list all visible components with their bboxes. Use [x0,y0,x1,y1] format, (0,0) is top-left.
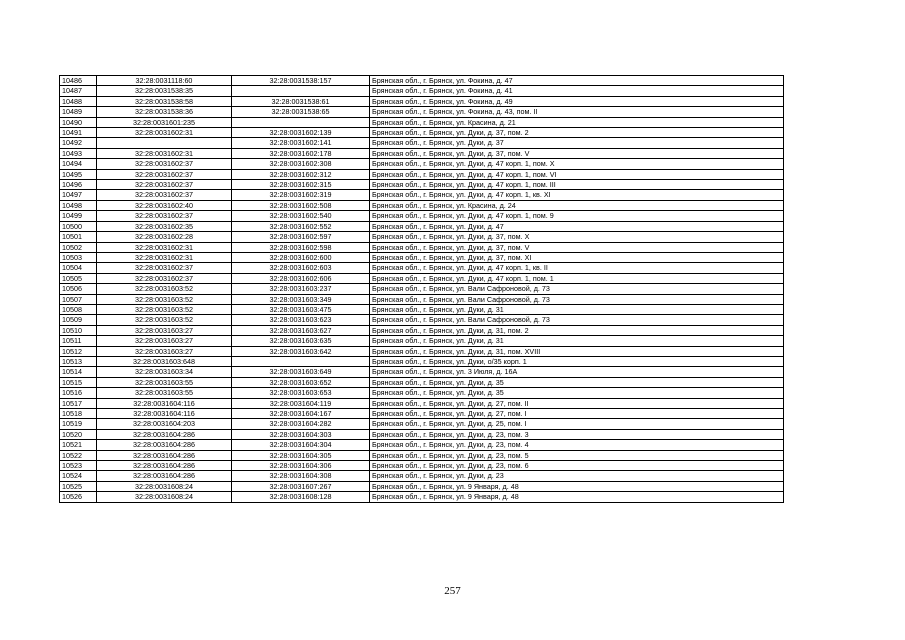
address-cell: Брянская обл., г. Брянск, ул. Дуки, д. 37 [370,138,784,148]
object-number-cell: 32:28:0031602:603 [232,263,370,273]
row-number-cell: 10513 [60,356,97,366]
address-cell: Брянская обл., г. Брянск, ул. Дуки, д. 31 [370,304,784,314]
address-cell: Брянская обл., г. Брянск, ул. Дуки, д. 23, пом. 3 [370,429,784,439]
object-number-cell: 32:28:0031602:540 [232,211,370,221]
address-cell: Брянская обл., г. Брянск, ул. Фокина, д. 41 [370,86,784,96]
row-number-cell: 10496 [60,180,97,190]
table-row [60,221,784,231]
table-row [60,252,784,262]
table-row [60,315,784,325]
table-row [60,471,784,481]
table-row [60,128,784,138]
object-number-cell: 32:28:0031604:303 [232,429,370,439]
cadastral-number-cell: 32:28:0031538:58 [97,96,232,106]
row-number-cell: 10514 [60,367,97,377]
row-number-cell: 10506 [60,284,97,294]
table-row [60,377,784,387]
row-number-cell: 10488 [60,96,97,106]
address-cell: Брянская обл., г. Брянск, ул. Вали Сафроновой, д. 73 [370,315,784,325]
object-number-cell [232,356,370,366]
address-cell: Брянская обл., г. Брянск, ул. Дуки, д. 25, пом. I [370,419,784,429]
object-number-cell: 32:28:0031538:65 [232,107,370,117]
table-row [60,284,784,294]
object-number-cell: 32:28:0031602:508 [232,200,370,210]
row-number-cell: 10515 [60,377,97,387]
table-row [60,169,784,179]
object-number-cell: 32:28:0031604:306 [232,461,370,471]
address-cell: Брянская обл., г. Брянск, ул. Дуки, д. 47 корп. 1, пом. 9 [370,211,784,221]
cadastral-number-cell: 32:28:0031602:31 [97,252,232,262]
address-cell: Брянская обл., г. Брянск, ул. 9 Января, д. 48 [370,481,784,491]
address-cell: Брянская обл., г. Брянск, ул. Вали Сафроновой, д. 73 [370,294,784,304]
row-number-cell: 10524 [60,471,97,481]
row-number-cell: 10525 [60,481,97,491]
row-number-cell: 10526 [60,492,97,502]
address-cell: Брянская обл., г. Брянск, ул. Дуки, д. 27, пом. I [370,409,784,419]
cadastral-number-cell: 32:28:0031601:235 [97,117,232,127]
address-cell: Брянская обл., г. Брянск, ул. Красина, д. 21 [370,117,784,127]
address-cell: Брянская обл., г. Брянск, ул. 3 Июля, д. 16А [370,367,784,377]
address-cell: Брянская обл., г. Брянск, ул. Дуки, д. 47 корп. 1, пом. 1 [370,273,784,283]
object-number-cell: 32:28:0031603:635 [232,336,370,346]
address-cell: Брянская обл., г. Брянск, ул. Дуки, д. 47 корп. 1, кв. II [370,263,784,273]
row-number-cell: 10508 [60,304,97,314]
row-number-cell: 10495 [60,169,97,179]
table-row [60,190,784,200]
object-number-cell: 32:28:0031608:128 [232,492,370,502]
row-number-cell: 10486 [60,76,97,86]
table-row [60,263,784,273]
object-number-cell: 32:28:0031602:312 [232,169,370,179]
cadastral-number-cell: 32:28:0031602:31 [97,242,232,252]
address-cell: Брянская обл., г. Брянск, ул. Дуки, д. 23, пом. 6 [370,461,784,471]
row-number-cell: 10502 [60,242,97,252]
object-number-cell: 32:28:0031607:267 [232,481,370,491]
table-row [60,419,784,429]
object-number-cell: 32:28:0031602:178 [232,148,370,158]
object-number-cell: 32:28:0031602:597 [232,232,370,242]
table-row [60,200,784,210]
cadastral-number-cell: 32:28:0031603:27 [97,325,232,335]
cadastral-number-cell: 32:28:0031602:31 [97,148,232,158]
table-row [60,96,784,106]
object-number-cell: 32:28:0031602:139 [232,128,370,138]
object-number-cell: 32:28:0031603:627 [232,325,370,335]
table-row [60,409,784,419]
row-number-cell: 10510 [60,325,97,335]
page-number: 257 [444,585,461,597]
object-number-cell: 32:28:0031603:349 [232,294,370,304]
cadastral-number-cell: 32:28:0031603:52 [97,294,232,304]
table-row [60,159,784,169]
table-row [60,429,784,439]
cadastral-number-cell: 32:28:0031604:286 [97,450,232,460]
object-number-cell: 32:28:0031602:598 [232,242,370,252]
address-cell: Брянская обл., г. Брянск, ул. Дуки, д. 31, пом. 2 [370,325,784,335]
table-row [60,388,784,398]
cadastral-number-cell: 32:28:0031602:37 [97,273,232,283]
table-row [60,481,784,491]
object-number-cell [232,117,370,127]
cadastral-number-cell: 32:28:0031603:52 [97,284,232,294]
table-row [60,211,784,221]
address-cell: Брянская обл., г. Брянск, ул. Дуки, д. 47 корп. 1, кв. XI [370,190,784,200]
cadastral-number-cell: 32:28:0031604:286 [97,440,232,450]
cadastral-number-cell: 32:28:0031604:203 [97,419,232,429]
registry-table-body [60,76,784,503]
address-cell: Брянская обл., г. Брянск, ул. Дуки, д. 37, пом. X [370,232,784,242]
table-row [60,86,784,96]
cadastral-number-cell: 32:28:0031603:52 [97,304,232,314]
cadastral-number-cell: 32:28:0031538:35 [97,86,232,96]
cadastral-number-cell: 32:28:0031602:40 [97,200,232,210]
table-row [60,107,784,117]
table-row [60,232,784,242]
object-number-cell: 32:28:0031604:119 [232,398,370,408]
object-number-cell: 32:28:0031604:282 [232,419,370,429]
address-cell: Брянская обл., г. Брянск, ул. Дуки, д. 23 [370,471,784,481]
row-number-cell: 10498 [60,200,97,210]
object-number-cell: 32:28:0031538:61 [232,96,370,106]
cadastral-number-cell: 32:28:0031603:34 [97,367,232,377]
cadastral-number-cell: 32:28:0031603:27 [97,336,232,346]
row-number-cell: 10523 [60,461,97,471]
address-cell: Брянская обл., г. Брянск, ул. Фокина, д. 47 [370,76,784,86]
cadastral-number-cell: 32:28:0031118:60 [97,76,232,86]
row-number-cell: 10494 [60,159,97,169]
table-row [60,294,784,304]
address-cell: Брянская обл., г. Брянск, ул. Красина, д. 24 [370,200,784,210]
object-number-cell: 32:28:0031538:157 [232,76,370,86]
object-number-cell: 32:28:0031603:623 [232,315,370,325]
object-number-cell: 32:28:0031603:642 [232,346,370,356]
object-number-cell: 32:28:0031604:305 [232,450,370,460]
object-number-cell: 32:28:0031603:653 [232,388,370,398]
cadastral-number-cell: 32:28:0031603:648 [97,356,232,366]
cadastral-number-cell: 32:28:0031608:24 [97,492,232,502]
table-row [60,304,784,314]
address-cell: Брянская обл., г. Брянск, ул. Дуки, д. 27, пом. II [370,398,784,408]
address-cell: Брянская обл., г. Брянск, ул. Дуки, д. 37, пом. 2 [370,128,784,138]
object-number-cell: 32:28:0031603:237 [232,284,370,294]
address-cell: Брянская обл., г. Брянск, ул. Дуки, д. 47 корп. 1, пом. III [370,180,784,190]
row-number-cell: 10520 [60,429,97,439]
table-row [60,242,784,252]
cadastral-number-cell: 32:28:0031603:55 [97,388,232,398]
row-number-cell: 10489 [60,107,97,117]
object-number-cell: 32:28:0031602:141 [232,138,370,148]
cadastral-number-cell: 32:28:0031602:31 [97,128,232,138]
cadastral-number-cell [97,138,232,148]
object-number-cell: 32:28:0031602:315 [232,180,370,190]
object-number-cell: 32:28:0031603:475 [232,304,370,314]
row-number-cell: 10491 [60,128,97,138]
address-cell: Брянская обл., г. Брянск, ул. Дуки, д. 47 [370,221,784,231]
object-number-cell: 32:28:0031602:600 [232,252,370,262]
table-row [60,356,784,366]
address-cell: Брянская обл., г. Брянск, ул. Вали Сафроновой, д. 73 [370,284,784,294]
row-number-cell: 10497 [60,190,97,200]
address-cell: Брянская обл., г. Брянск, ул. Дуки, о/35 корп. 1 [370,356,784,366]
cadastral-number-cell: 32:28:0031603:27 [97,346,232,356]
row-number-cell: 10518 [60,409,97,419]
address-cell: Брянская обл., г. Брянск, ул. Дуки, д. 37, пом. V [370,148,784,158]
row-number-cell: 10505 [60,273,97,283]
object-number-cell: 32:28:0031604:304 [232,440,370,450]
object-number-cell: 32:28:0031603:652 [232,377,370,387]
row-number-cell: 10492 [60,138,97,148]
row-number-cell: 10507 [60,294,97,304]
table-row [60,492,784,502]
row-number-cell: 10517 [60,398,97,408]
object-number-cell: 32:28:0031604:167 [232,409,370,419]
address-cell: Брянская обл., г. Брянск, ул. Фокина, д. 43, пом. II [370,107,784,117]
address-cell: Брянская обл., г. Брянск, ул. 9 Января, д. 48 [370,492,784,502]
cadastral-number-cell: 32:28:0031602:37 [97,159,232,169]
table-row [60,273,784,283]
table-row [60,440,784,450]
row-number-cell: 10511 [60,336,97,346]
table-row [60,450,784,460]
table-row [60,117,784,127]
row-number-cell: 10499 [60,211,97,221]
table-row [60,398,784,408]
row-number-cell: 10490 [60,117,97,127]
cadastral-number-cell: 32:28:0031602:37 [97,190,232,200]
cadastral-number-cell: 32:28:0031602:37 [97,211,232,221]
cadastral-number-cell: 32:28:0031604:116 [97,409,232,419]
table-row [60,325,784,335]
object-number-cell: 32:28:0031602:606 [232,273,370,283]
cadastral-number-cell: 32:28:0031602:35 [97,221,232,231]
table-row [60,367,784,377]
address-cell: Брянская обл., г. Брянск, ул. Дуки, д. 31 [370,336,784,346]
row-number-cell: 10501 [60,232,97,242]
address-cell: Брянская обл., г. Брянск, ул. Дуки, д. 31, пом. XVIII [370,346,784,356]
table-row [60,180,784,190]
address-cell: Брянская обл., г. Брянск, ул. Дуки, д. 47 корп. 1, пом. X [370,159,784,169]
row-number-cell: 10516 [60,388,97,398]
address-cell: Брянская обл., г. Брянск, ул. Дуки, д. 23, пом. 4 [370,440,784,450]
cadastral-number-cell: 32:28:0031604:116 [97,398,232,408]
table-row [60,148,784,158]
table-row [60,138,784,148]
object-number-cell [232,86,370,96]
cadastral-number-cell: 32:28:0031602:37 [97,263,232,273]
object-number-cell: 32:28:0031602:308 [232,159,370,169]
object-number-cell: 32:28:0031602:552 [232,221,370,231]
address-cell: Брянская обл., г. Брянск, ул. Дуки, д. 35 [370,388,784,398]
cadastral-number-cell: 32:28:0031602:37 [97,180,232,190]
address-cell: Брянская обл., г. Брянск, ул. Дуки, д. 37, пом. XI [370,252,784,262]
row-number-cell: 10522 [60,450,97,460]
row-number-cell: 10504 [60,263,97,273]
row-number-cell: 10487 [60,86,97,96]
cadastral-number-cell: 32:28:0031538:36 [97,107,232,117]
row-number-cell: 10500 [60,221,97,231]
cadastral-number-cell: 32:28:0031602:37 [97,169,232,179]
address-cell: Брянская обл., г. Брянск, ул. Дуки, д. 37, пом. V [370,242,784,252]
object-number-cell: 32:28:0031602:319 [232,190,370,200]
table-row [60,346,784,356]
table-row [60,336,784,346]
cadastral-number-cell: 32:28:0031602:28 [97,232,232,242]
cadastral-number-cell: 32:28:0031604:286 [97,461,232,471]
cadastral-number-cell: 32:28:0031604:286 [97,429,232,439]
cadastral-number-cell: 32:28:0031608:24 [97,481,232,491]
table-row [60,461,784,471]
address-cell: Брянская обл., г. Брянск, ул. Фокина, д. 49 [370,96,784,106]
address-cell: Брянская обл., г. Брянск, ул. Дуки, д. 35 [370,377,784,387]
address-cell: Брянская обл., г. Брянск, ул. Дуки, д. 23, пом. 5 [370,450,784,460]
row-number-cell: 10509 [60,315,97,325]
object-number-cell: 32:28:0031604:308 [232,471,370,481]
row-number-cell: 10503 [60,252,97,262]
cadastral-number-cell: 32:28:0031604:286 [97,471,232,481]
object-number-cell: 32:28:0031603:649 [232,367,370,377]
address-cell: Брянская обл., г. Брянск, ул. Дуки, д. 47 корп. 1, пом. VI [370,169,784,179]
row-number-cell: 10519 [60,419,97,429]
cadastral-number-cell: 32:28:0031603:55 [97,377,232,387]
table-row [60,76,784,86]
cadastral-number-cell: 32:28:0031603:52 [97,315,232,325]
row-number-cell: 10521 [60,440,97,450]
row-number-cell: 10493 [60,148,97,158]
row-number-cell: 10512 [60,346,97,356]
registry-table [59,75,784,503]
